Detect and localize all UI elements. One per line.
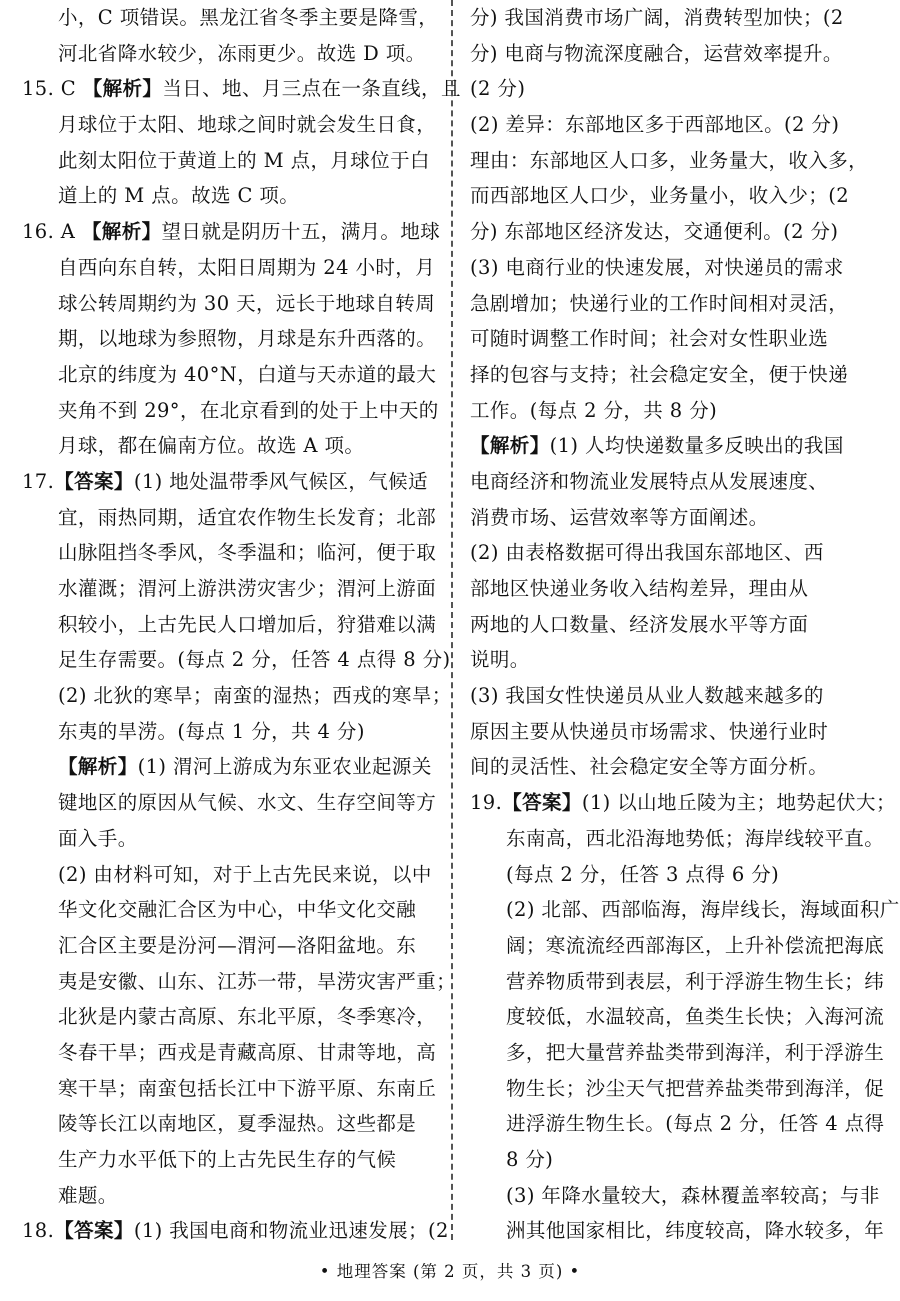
text-span: 月球，都在偏南方位。故选 A 项。 <box>58 434 365 458</box>
left-text-line <box>22 892 442 928</box>
text-span: 河北省降水较少，冻雨更少。故选 D 项。 <box>58 41 426 65</box>
right-text-line <box>470 749 890 785</box>
text-span: 山脉阻挡冬季风，冬季温和；临河，便于取 <box>58 541 437 565</box>
text-span: 东南高，西北沿海地势低；海岸线较平直。 <box>506 826 885 850</box>
text-span: (2) 由表格数据可得出我国东部地区、西 <box>470 541 824 565</box>
text-span: (每点 2 分，任答 3 点得 6 分) <box>506 862 780 886</box>
right-text-line <box>470 821 890 857</box>
left-text-line <box>22 1035 442 1071</box>
text-span: 间的灵活性、社会稳定安全等方面分析。 <box>470 755 829 779</box>
text-span: 营养物质带到表层，利于浮游生物生长；纬 <box>506 969 885 993</box>
text-span: 生产力水平低下的上古先民生存的气候 <box>58 1148 397 1171</box>
right-column <box>470 0 900 1249</box>
text-span: (2) 差异：东部地区多于西部地区。(2 分) <box>470 113 840 137</box>
text-span: 分) 电商与物流深度融合，运营效率提升。 <box>470 41 843 65</box>
left-text-line <box>22 250 442 286</box>
right-text-line <box>470 678 890 714</box>
text-span: 两地的人口数量、经济发展水平等方面 <box>470 612 809 636</box>
text-span: 工作。(每点 2 分，共 8 分) <box>470 398 718 422</box>
left-text-line <box>22 107 442 143</box>
text-span: 进浮游生物生长。(每点 2 分，任答 4 点得 <box>506 1112 885 1136</box>
right-text-line <box>470 500 890 536</box>
right-text-line <box>470 428 890 464</box>
text-span: 自西向东自转，太阳日周期为 24 小时，月 <box>58 255 436 279</box>
right-text-line <box>470 535 890 571</box>
section-tag: 【答案】 <box>54 469 134 493</box>
text-span: 键地区的原因从气候、水文、生存空间等方 <box>58 791 437 815</box>
section-tag: 【解析】 <box>82 77 163 101</box>
right-text-line <box>470 964 890 1000</box>
text-span: 17. <box>22 469 55 493</box>
text-span: 可随时调整工作时间；社会对女性职业选 <box>470 327 829 351</box>
left-text-line <box>22 143 442 179</box>
right-text-line <box>470 71 890 107</box>
left-text-line <box>22 678 452 714</box>
left-text-line <box>22 214 442 250</box>
text-span: 东夷的旱涝。(每点 1 分，共 4 分) <box>58 719 365 743</box>
text-span: 球公转周期约为 30 天，远长于地球自转周 <box>58 291 436 315</box>
left-text-line <box>22 286 442 322</box>
text-span: (1) 人均快递数量多反映出的我国 <box>549 434 844 458</box>
right-text-line <box>470 1178 890 1214</box>
text-span: 阔；寒流流经西部海区，上升补偿流把海底 <box>506 933 885 957</box>
text-span: 面入手。 <box>58 826 138 850</box>
text-span: 期，以地球为参照物，月球是东升西落的。 <box>58 327 437 351</box>
text-span: (2 分) <box>470 77 526 101</box>
text-span: 水灌溉；渭河上游洪涝灾害少；渭河上游面 <box>58 577 437 600</box>
right-text-line <box>470 1035 890 1071</box>
text-span: 北京的纬度为 40°N，白道与天赤道的最大 <box>58 362 437 386</box>
text-span: 冬春干旱；西戎是青藏高原、甘肃等地，高 <box>58 1040 437 1064</box>
text-span: 说明。 <box>470 648 530 672</box>
text-span: 小，C 项错误。黑龙江省冬季主要是降雪， <box>58 6 439 29</box>
text-span: 8 分) <box>506 1148 554 1171</box>
right-text-line <box>470 107 890 143</box>
right-text-line <box>470 571 890 607</box>
left-text-line <box>22 464 442 500</box>
left-text-line <box>22 714 442 750</box>
left-text-line <box>22 500 442 536</box>
left-text-line <box>22 178 442 214</box>
text-span: 华文化交融汇合区为中心，中华文化交融 <box>58 898 417 922</box>
text-span: 消费市场、运营效率等方面阐述。 <box>470 505 769 529</box>
left-text-line <box>22 964 457 1000</box>
right-text-line <box>470 214 890 250</box>
left-text-line <box>22 571 442 607</box>
text-span: 物生长；沙尘天气把营养盐类带到海洋，促 <box>506 1076 885 1100</box>
section-tag: 【答案】 <box>502 791 582 815</box>
text-span: 度较低，水温较高，鱼类生长快；入海河流 <box>506 1005 885 1029</box>
text-span: (1) 渭河上游成为东亚农业起源关 <box>137 755 432 779</box>
text-span: (1) 地处温带季风气候区，气候适 <box>133 469 428 493</box>
left-text-line <box>22 1142 442 1178</box>
text-span: 分) 我国消费市场广阔，消费转型加快；(2 <box>470 6 844 29</box>
text-span: 望日就是阴历十五，满月。地球 <box>161 220 441 244</box>
column-divider <box>451 0 453 1240</box>
text-span: (3) 电商行业的快速发展，对快递员的需求 <box>470 255 844 279</box>
text-span: (3) 年降水量较大，森林覆盖率较高；与非 <box>506 1183 880 1207</box>
left-text-line <box>22 321 442 357</box>
text-span: 择的包容与支持；社会稳定安全，便于快递 <box>470 362 849 386</box>
right-text-line <box>470 714 890 750</box>
text-span: 此刻太阳位于黄道上的 M 点，月球位于白 <box>58 148 430 172</box>
section-tag: 【答案】 <box>54 1219 134 1243</box>
text-span: (1) 我国电商和物流业迅速发展；(2 <box>133 1219 449 1243</box>
text-span: 理由：东部地区人口多，业务量大，收入多， <box>470 148 869 172</box>
right-text-line <box>470 607 890 643</box>
text-span: (3) 我国女性快递员从业人数越来越多的 <box>470 684 824 708</box>
text-span: 19. <box>470 791 503 815</box>
left-text-line <box>22 642 451 678</box>
left-text-line <box>22 71 461 107</box>
left-text-line <box>22 393 442 429</box>
left-text-line <box>22 1071 442 1107</box>
text-span: 电商经济和物流业发展特点从发展速度、 <box>470 469 829 493</box>
text-span: 积较小，上古先民人口增加后，狩猎难以满 <box>58 612 437 636</box>
left-column <box>22 0 461 1249</box>
right-text-line <box>470 357 890 393</box>
right-text-line <box>470 36 890 72</box>
text-span: 原因主要从快递员市场需求、快递行业时 <box>470 719 829 743</box>
left-text-line <box>22 0 442 36</box>
section-tag: 【解析】 <box>470 434 550 458</box>
text-span: 洲其他国家相比，纬度较高，降水较多，年 <box>506 1219 885 1243</box>
text-span: 汇合区主要是汾河—渭河—洛阳盆地。东 <box>58 933 417 957</box>
text-span: 15. C <box>22 77 83 101</box>
text-span: (2) 由材料可知，对于上古先民来说，以中 <box>58 862 432 886</box>
text-span: 18. <box>22 1219 55 1243</box>
left-text-line <box>22 428 442 464</box>
left-text-line <box>22 1213 449 1249</box>
right-text-line <box>470 857 890 893</box>
text-span: 急剧增加；快递行业的工作时间相对灵活， <box>470 291 849 315</box>
section-tag: 【解析】 <box>81 220 162 244</box>
text-span: 分) 东部地区经济发达，交通便利。(2 分) <box>470 220 839 244</box>
left-text-line <box>22 999 442 1035</box>
text-span: (2) 北狄的寒旱；南蛮的湿热；西戎的寒旱； <box>58 684 452 708</box>
section-tag: 【解析】 <box>58 755 138 779</box>
left-text-line <box>22 857 442 893</box>
text-span: 而西部地区人口少，业务量小，收入少；(2 <box>470 184 850 208</box>
left-text-line <box>22 749 442 785</box>
page-footer: • 地理答案 (第 2 页，共 3 页) • <box>319 1262 581 1281</box>
right-text-line <box>470 393 890 429</box>
text-span: 道上的 M 点。故选 C 项。 <box>58 184 300 208</box>
text-span: 部地区快递业务收入结构差异，理由从 <box>470 577 809 600</box>
text-span: 北狄是内蒙古高原、东北平原，冬季寒冷， <box>58 1005 437 1029</box>
right-text-line <box>470 785 896 821</box>
right-text-line <box>470 0 890 36</box>
left-text-line <box>22 928 442 964</box>
text-span: 陵等长江以南地区，夏季湿热。这些都是 <box>58 1112 417 1136</box>
right-text-line <box>470 286 890 322</box>
left-text-line <box>22 607 442 643</box>
right-text-line <box>470 321 890 357</box>
text-span: 多，把大量营养盐类带到海洋，利于浮游生 <box>506 1040 885 1064</box>
text-span: 月球位于太阳、地球之间时就会发生日食， <box>58 113 437 137</box>
right-text-line <box>470 250 890 286</box>
left-text-line <box>22 1178 442 1214</box>
right-text-line <box>470 143 890 179</box>
text-span: (1) 以山地丘陵为主；地势起伏大； <box>581 791 896 815</box>
right-text-line <box>470 642 890 678</box>
right-text-line <box>470 1071 890 1107</box>
text-span: 夷是安徽、山东、江苏一带，旱涝灾害严重； <box>58 969 457 993</box>
text-span: 宜，雨热同期，适宜农作物生长发育；北部 <box>58 505 437 529</box>
right-text-line <box>470 464 890 500</box>
text-span: 16. A <box>22 220 82 244</box>
right-text-line <box>470 892 900 928</box>
text-span: (2) 北部、西部临海，海岸线长，海域面积广 <box>506 898 900 922</box>
right-text-line <box>470 1106 890 1142</box>
left-text-line <box>22 36 442 72</box>
left-text-line <box>22 357 442 393</box>
text-span: 足生存需要。(每点 2 分，任答 4 点得 8 分) <box>58 648 451 672</box>
text-span: 寒干旱；南蛮包括长江中下游平原、东南丘 <box>58 1076 437 1100</box>
right-text-line <box>470 178 890 214</box>
text-span: 难题。 <box>58 1183 118 1207</box>
text-span: 当日、地、月三点在一条直线，且 <box>162 77 461 101</box>
right-text-line <box>470 999 890 1035</box>
right-text-line <box>470 1142 890 1178</box>
left-text-line <box>22 821 442 857</box>
right-text-line <box>470 928 890 964</box>
left-text-line <box>22 785 442 821</box>
left-text-line <box>22 535 442 571</box>
left-text-line <box>22 1106 442 1142</box>
text-span: 夹角不到 29°，在北京看到的处于上中天的 <box>58 398 439 422</box>
right-text-line <box>470 1213 890 1249</box>
